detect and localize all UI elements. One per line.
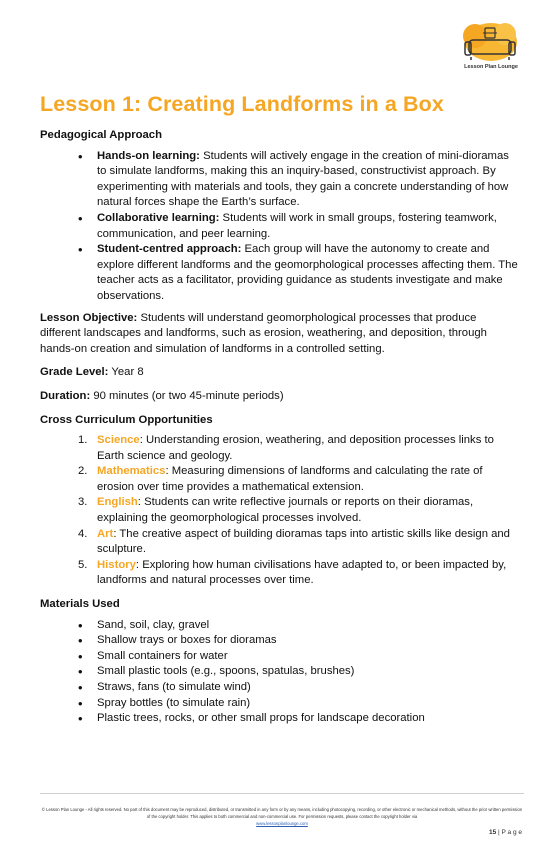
cross-curriculum-list [40,433,520,589]
list-item: • Plastic trees, rocks, or other small props for landscape decoration [97,711,520,727]
footer-divider [40,793,524,794]
list-item: • Spray bottles (to simulate rain) [97,696,520,712]
footer-copyright: © Lesson Plan Lounge - All rights reserved. No part of this document may be reproduced, distributed, or transmitted in any form or by any means, including photocopying, recording, or other electronic or mechanical methods, without the prior written permission of the copyright holder. This applies to both commercial and non-commercial use. For permission requests, please contact the copyright holder via www.lessonplanlounge.com [41,807,523,826]
logo-text: Lesson Plan Lounge [464,64,518,70]
section-heading-cross-curriculum: Cross Curriculum Opportunities [40,413,213,426]
materials-list [40,618,520,727]
page-title: Lesson 1: Creating Landforms in a Box [40,92,444,116]
list-item: 1. Science: Understanding erosion, weathering, and deposition processes links to Earth science and geology. [78,434,494,462]
pedagogical-list [40,149,520,305]
lesson-objective: Lesson Objective: Students will understand geomorphological processes that produce different landscapes and landforms, such as erosion, weathering, and deposition, through hands-on creation and simulation of landforms in a controlled setting. [40,311,487,355]
list-item: • Shallow trays or boxes for dioramas [97,633,520,649]
list-item: • Student-centred approach: Each group will have the autonomy to create and explore different landforms and the geomorphological processes affecting them. The teacher acts as a facilitator, providing guidance as students investigate and make observations. [97,242,520,304]
section-heading-materials: Materials Used [40,598,120,611]
duration: Duration: 90 minutes (or two 45-minute periods) [40,389,284,402]
list-item: • Small plastic tools (e.g., spoons, spatulas, brushes) [97,664,520,680]
list-item: • Sand, soil, clay, gravel [97,618,520,634]
page-number: 15 | P a g e [488,829,522,836]
list-item: • Collaborative learning: Students will work in small groups, fostering teamwork, communication, and peer learning. [97,211,520,242]
list-item: • Hands-on learning: Students will actively engage in the creation of mini-dioramas to simulate landforms, making this an inquiry-based, constructivist approach. By experimenting with materials and tools, they gain a concrete understanding of how natural forces shape the Earth’s surface. [97,149,520,211]
list-item: • Straws, fans (to simulate wind) [97,680,520,696]
logo-icon [457,20,523,64]
list-item: 5. History: Exploring how human civilisations have adapted to, or been impacted by, landforms and natural processes over time. [78,558,507,587]
lesson-content [40,128,520,727]
list-item: 2. Mathematics: Measuring dimensions of landforms and calculating the rate of erosion over time provides a mathematical extension. [78,465,483,493]
grade-level: Grade Level: Year 8 [40,366,144,379]
list-item: • Small containers for water [97,649,520,665]
footer-link[interactable]: www.lessonplanlounge.com [256,821,308,826]
section-heading-pedagogical: Pedagogical Approach [40,129,162,141]
list-item: 4. Art: The creative aspect of building dioramas taps into artistic skills like design and sculpture. [78,527,510,556]
list-item: 3. English: Students can write reflective journals or reports on their dioramas, explaining the geomorphological processes involved. [78,496,474,525]
